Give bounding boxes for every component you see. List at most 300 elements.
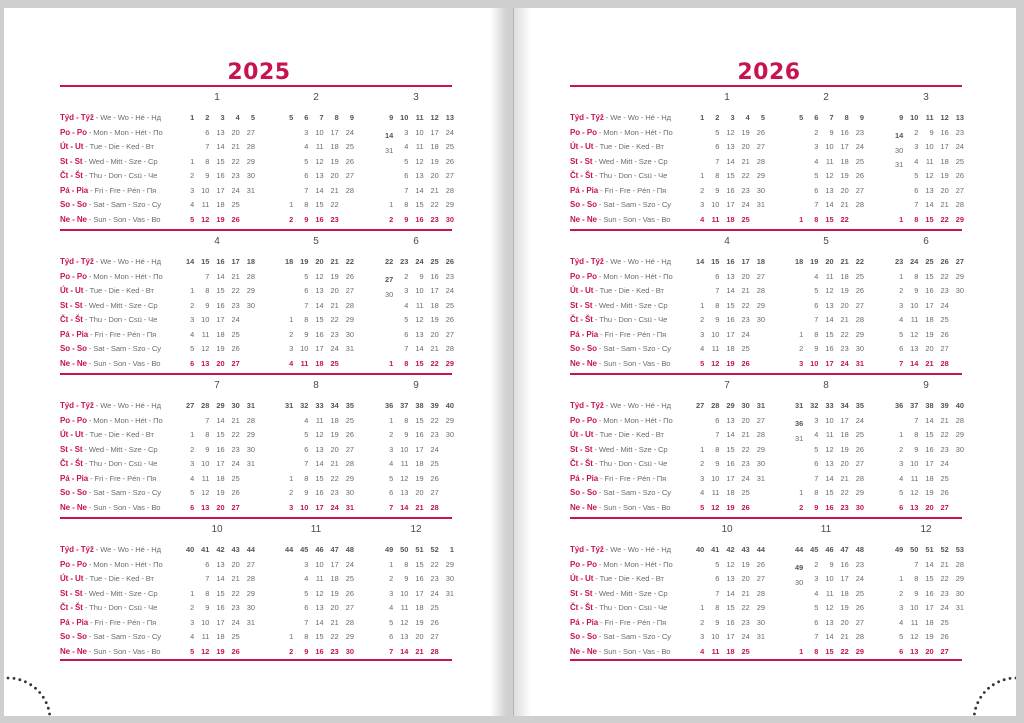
month-number: 5 — [823, 236, 829, 247]
day-cell: 7 — [899, 358, 904, 368]
week-number: 18 — [756, 257, 765, 266]
week-number: 40 — [955, 401, 964, 410]
week-number: 3 — [220, 113, 225, 122]
weekday-label-translations: - Tue - Die - Ked - Вт — [83, 286, 154, 295]
day-cell: 17 — [415, 444, 424, 454]
day-cell: 20 — [231, 127, 240, 137]
day-cell: 20 — [330, 286, 339, 295]
day-cell: 26 — [345, 271, 354, 281]
week-number-row — [689, 111, 765, 126]
day-cell: 20 — [741, 271, 750, 281]
week-number: 22 — [384, 257, 394, 266]
day-cell: 11 — [910, 315, 919, 324]
day-cell: 24 — [741, 473, 750, 483]
week-number: 43 — [741, 545, 750, 554]
weekday-label — [570, 501, 690, 516]
day-row — [378, 284, 454, 299]
quarter-block — [570, 85, 962, 233]
day-cell: 21 — [415, 502, 424, 512]
day-cell: 30 — [894, 145, 904, 155]
week-number: 37 — [910, 401, 919, 410]
day-cell: 29 — [345, 473, 354, 483]
day-row — [179, 126, 255, 141]
day-cell: 2 — [404, 271, 409, 281]
day-cell: 27 — [940, 646, 949, 656]
weekday-label-cz: Po - Po — [570, 271, 597, 281]
sunday-row — [689, 357, 765, 372]
day-cell: 6 — [304, 171, 309, 180]
day-cell: 10 — [315, 559, 324, 569]
day-cell: 25 — [741, 214, 750, 224]
quarter-block — [570, 229, 962, 377]
day-cell: 7 — [814, 473, 819, 483]
week-number: 52 — [940, 545, 949, 554]
day-cell: 25 — [445, 142, 454, 151]
weekday-label — [60, 616, 180, 631]
day-cell: 25 — [940, 617, 949, 627]
day-cell: 18 — [726, 214, 735, 224]
sunday-row — [788, 501, 864, 516]
week-number: 32 — [810, 401, 819, 410]
weekday-label-translations: - Fri - Fre - Pén - Пя — [598, 473, 667, 483]
day-cell: 24 — [445, 286, 454, 295]
weekday-label-cz: Pá - Pia — [570, 617, 599, 627]
day-cell: 9 — [205, 603, 210, 612]
day-cell: 16 — [430, 271, 439, 281]
day-cell: 17 — [315, 344, 324, 353]
day-cell: 21 — [840, 200, 849, 209]
month-number: 2 — [313, 92, 319, 103]
day-cell: 4 — [190, 200, 195, 209]
day-cell: 27 — [756, 142, 765, 151]
weekday-label-cz: Po - Po — [570, 127, 597, 137]
day-row — [278, 126, 354, 141]
day-cell: 10 — [825, 415, 834, 425]
day-cell: 28 — [430, 646, 439, 656]
day-cell: 17 — [726, 329, 735, 339]
day-row — [689, 313, 765, 328]
weekday-labels — [60, 543, 180, 659]
day-cell: 31 — [794, 433, 804, 443]
day-cell: 3 — [289, 344, 294, 353]
week-number-row — [378, 543, 454, 558]
day-cell: 24 — [430, 588, 439, 598]
week-number: 28 — [201, 401, 210, 410]
day-cell: 15 — [315, 632, 324, 641]
day-row — [378, 299, 454, 314]
day-cell: 4 — [190, 632, 195, 641]
decoration-dot — [976, 701, 979, 704]
sunday-row — [179, 357, 255, 372]
weekday-label — [570, 645, 690, 660]
week-number: 13 — [445, 113, 454, 122]
day-cell: 3 — [190, 315, 195, 324]
day-row — [689, 414, 765, 429]
week-number: 15 — [711, 257, 720, 266]
day-cell: 31 — [756, 200, 765, 209]
day-cell: 3 — [799, 358, 804, 368]
day-cell: 19 — [330, 156, 339, 166]
month-grid — [278, 111, 354, 227]
weekday-label — [60, 126, 180, 141]
day-cell: 22 — [231, 156, 240, 166]
day-cell: 8 — [715, 171, 720, 180]
day-row — [888, 601, 964, 616]
day-cell: 4 — [700, 214, 705, 224]
day-cell: 28 — [345, 300, 354, 310]
month-grid — [179, 543, 255, 659]
day-row — [689, 457, 765, 472]
day-row — [888, 270, 964, 285]
day-cell: 23 — [741, 617, 750, 627]
day-cell: 20 — [741, 415, 750, 425]
day-cell: 24 — [231, 459, 240, 468]
day-row — [888, 299, 964, 314]
day-row — [179, 328, 255, 343]
weekday-label-translations: - Wed - Mitt - Sze - Ср — [82, 444, 158, 454]
day-cell: 23 — [330, 214, 339, 224]
weekday-label-translations: - Sat - Sam - Szo - Су — [86, 488, 161, 497]
day-cell: 13 — [201, 358, 210, 368]
week-number: 18 — [284, 257, 294, 266]
day-cell: 16 — [216, 171, 225, 180]
day-cell: 23 — [955, 127, 964, 137]
day-row — [689, 328, 765, 343]
weekday-label-cz: So - So — [60, 632, 87, 641]
weekday-label-translations: - Tue - Die - Ked - Вт — [83, 574, 154, 583]
day-cell: 4 — [700, 488, 705, 497]
day-cell: 10 — [415, 127, 424, 137]
week-number: 40 — [695, 545, 705, 554]
weekday-label-cz: St - St — [570, 444, 593, 454]
month-grid — [689, 399, 765, 515]
month-number: 4 — [724, 236, 730, 247]
day-cell: 27 — [345, 444, 354, 454]
sunday-row — [689, 213, 765, 228]
day-cell: 15 — [825, 488, 834, 497]
sunday-row — [378, 501, 454, 516]
day-row — [278, 140, 354, 155]
day-cell: 24 — [231, 617, 240, 627]
day-cell: 13 — [400, 488, 409, 497]
day-cell: 7 — [404, 185, 409, 195]
week-number: 5 — [250, 113, 255, 122]
day-cell: 17 — [726, 632, 735, 641]
week-number: 14 — [695, 257, 705, 266]
day-cell: 1 — [190, 588, 195, 598]
day-cell: 7 — [914, 415, 919, 425]
day-cell: 28 — [756, 286, 765, 295]
day-cell: 18 — [415, 459, 424, 468]
day-cell: 18 — [330, 574, 339, 583]
week-number: 7 — [829, 113, 834, 122]
day-cell: 16 — [825, 502, 834, 512]
day-cell: 8 — [404, 559, 409, 569]
day-cell: 13 — [825, 185, 834, 195]
day-cell: 10 — [711, 200, 720, 209]
week-number: 27 — [955, 257, 964, 266]
day-cell: 28 — [445, 344, 454, 353]
day-cell: 12 — [201, 344, 210, 353]
day-cell: 24 — [855, 142, 864, 151]
day-cell: 11 — [825, 430, 834, 439]
day-cell: 1 — [700, 603, 705, 612]
day-cell: 4 — [814, 588, 819, 598]
week-number: 46 — [825, 545, 834, 554]
weekday-label — [60, 270, 180, 285]
sunday-row — [888, 357, 964, 372]
weekday-label-cz: Týd - Týž — [60, 113, 94, 122]
sunday-row — [788, 213, 864, 228]
day-cell: 3 — [289, 502, 294, 512]
day-cell: 2 — [899, 444, 904, 454]
day-cell: 30 — [246, 300, 255, 310]
day-cell: 15 — [925, 574, 934, 583]
weekday-label-translations: - Mon - Mon - Hét - По — [86, 559, 163, 569]
day-cell: 2 — [389, 574, 394, 583]
weekday-label-translations: - Wed - Mitt - Sze - Ср — [82, 156, 158, 166]
day-cell: 6 — [715, 415, 720, 425]
day-cell: 25 — [855, 271, 864, 281]
weekday-label — [570, 169, 690, 184]
weekday-labels — [570, 399, 690, 515]
day-cell: 9 — [715, 459, 720, 468]
day-row — [278, 572, 354, 587]
day-cell: 5 — [304, 271, 309, 281]
day-cell: 4 — [814, 271, 819, 281]
week-number: 4 — [745, 113, 750, 122]
day-cell: 14 — [315, 185, 324, 195]
day-cell: 27 — [445, 171, 454, 180]
day-row — [689, 155, 765, 170]
week-number: 29 — [726, 401, 735, 410]
weekday-label-cz: Čt - Št — [570, 459, 593, 468]
day-cell: 16 — [940, 127, 949, 137]
day-row — [888, 558, 964, 573]
day-cell: 25 — [741, 488, 750, 497]
year-title: 2025 — [227, 60, 291, 85]
month-number: 12 — [920, 524, 932, 535]
day-cell: 10 — [910, 459, 919, 468]
day-cell: 31 — [894, 160, 904, 169]
day-cell: 11 — [825, 271, 834, 281]
week-number-row — [888, 543, 964, 558]
day-cell: 17 — [430, 286, 439, 295]
day-row — [378, 184, 454, 199]
weekday-label-translations: - We - Wo - Hé - Нд — [93, 545, 161, 554]
day-cell: 30 — [246, 444, 255, 454]
weekday-label-translations: - Sat - Sam - Szo - Су — [86, 200, 161, 209]
day-cell: 25 — [345, 142, 354, 151]
day-cell: 2 — [289, 488, 294, 497]
day-row — [278, 428, 354, 443]
weekday-label — [60, 587, 180, 602]
day-row — [278, 443, 354, 458]
weekday-label — [570, 457, 690, 472]
day-cell: 7 — [205, 271, 210, 281]
day-cell: 25 — [345, 415, 354, 425]
day-cell: 10 — [201, 459, 210, 468]
day-cell: 20 — [925, 646, 934, 656]
month-grid — [378, 255, 454, 371]
day-row — [888, 198, 964, 213]
day-row — [179, 457, 255, 472]
day-cell: 10 — [400, 444, 409, 454]
day-row — [378, 486, 454, 501]
day-cell: 14 — [925, 559, 934, 569]
week-number: 50 — [910, 545, 919, 554]
day-row — [179, 443, 255, 458]
weekday-label-translations: - Sun - Son - Vas - Во — [86, 214, 161, 224]
day-cell: 19 — [415, 617, 424, 627]
day-cell: 14 — [825, 473, 834, 483]
day-cell: 16 — [726, 459, 735, 468]
weekday-label-cz: So - So — [570, 632, 597, 641]
weekday-label-translations: - Tue - Die - Ked - Вт — [593, 430, 664, 439]
day-cell: 17 — [415, 588, 424, 598]
month-number: 9 — [923, 380, 929, 391]
day-cell: 27 — [940, 502, 949, 512]
weekday-label-translations: - Thu - Don - Csü - Че — [82, 315, 158, 324]
day-cell: 17 — [925, 459, 934, 468]
day-cell: 30 — [855, 344, 864, 353]
weekday-label-cz: Čt - Št — [60, 171, 83, 180]
day-row — [278, 299, 354, 314]
week-number: 6 — [814, 113, 819, 122]
day-cell: 15 — [216, 588, 225, 598]
day-cell: 18 — [726, 646, 735, 656]
weekday-label — [60, 645, 180, 660]
week-number: 37 — [400, 401, 409, 410]
day-cell: 12 — [711, 502, 720, 512]
day-cell: 20 — [430, 329, 439, 339]
day-row — [888, 169, 964, 184]
day-cell: 9 — [715, 185, 720, 195]
weekday-label — [570, 601, 690, 616]
weekday-label — [570, 140, 690, 155]
week-number: 12 — [430, 113, 439, 122]
day-cell: 11 — [400, 603, 409, 612]
day-cell: 8 — [304, 200, 309, 209]
day-cell: 12 — [825, 603, 834, 612]
day-cell: 17 — [825, 358, 834, 368]
weekday-label-cz: So - So — [570, 200, 597, 209]
weekday-label-cz: Týd - Týž — [60, 257, 94, 266]
week-number: 27 — [695, 401, 705, 410]
day-cell: 31 — [756, 473, 765, 483]
day-row — [788, 472, 864, 487]
day-row — [378, 587, 454, 602]
weekday-label-cz: Út - Ut — [60, 142, 84, 151]
weekday-label-cz: Pá - Pia — [570, 329, 599, 339]
weekday-label — [60, 558, 180, 573]
week-number: 5 — [289, 113, 294, 122]
day-row — [888, 457, 964, 472]
day-cell: 1 — [700, 444, 705, 454]
day-cell: 1 — [799, 214, 804, 224]
page-gutter-shadow — [490, 8, 506, 716]
day-cell: 5 — [389, 617, 394, 627]
day-cell: 25 — [345, 574, 354, 583]
day-cell: 29 — [955, 214, 964, 224]
day-cell: 6 — [190, 358, 195, 368]
day-cell: 5 — [700, 502, 705, 512]
weekday-label — [570, 357, 690, 372]
weekday-label — [570, 428, 690, 443]
day-cell: 20 — [940, 185, 949, 195]
corner-dots-decoration — [4, 658, 64, 716]
weekday-label-translations: - We - Wo - Hé - Нд — [603, 401, 671, 410]
day-cell: 23 — [231, 300, 240, 310]
day-cell: 6 — [304, 603, 309, 612]
day-cell: 19 — [330, 271, 339, 281]
day-cell: 10 — [415, 286, 424, 295]
day-row — [689, 126, 765, 141]
day-cell: 14 — [415, 185, 424, 195]
day-cell: 28 — [246, 415, 255, 425]
day-cell: 9 — [715, 617, 720, 627]
day-cell: 7 — [389, 646, 394, 656]
day-cell: 19 — [216, 344, 225, 353]
month-grid — [788, 255, 864, 371]
weekday-label — [60, 630, 180, 645]
day-cell: 3 — [700, 632, 705, 641]
week-number: 7 — [319, 113, 324, 122]
day-cell: 23 — [940, 588, 949, 598]
day-cell: 28 — [345, 617, 354, 627]
day-row — [689, 184, 765, 199]
day-row — [888, 443, 964, 458]
day-row — [689, 601, 765, 616]
day-cell: 25 — [855, 588, 864, 598]
day-cell: 28 — [855, 315, 864, 324]
day-cell: 30 — [955, 588, 964, 598]
left-page — [4, 8, 507, 716]
day-cell: 13 — [216, 127, 225, 137]
week-number-row — [179, 399, 255, 414]
day-cell: 21 — [741, 430, 750, 439]
sunday-row — [378, 357, 454, 372]
week-number: 36 — [894, 401, 904, 410]
day-cell: 10 — [711, 329, 720, 339]
day-cell: 22 — [330, 473, 339, 483]
weekday-label-translations: - Sun - Son - Vas - Во — [596, 646, 671, 656]
day-row — [278, 270, 354, 285]
day-cell: 18 — [925, 617, 934, 627]
weekday-label — [570, 399, 690, 414]
weekday-label-translations: - Tue - Die - Ked - Вт — [593, 286, 664, 295]
day-cell: 18 — [726, 344, 735, 353]
day-cell: 13 — [216, 559, 225, 569]
day-row — [689, 428, 765, 443]
day-cell: 18 — [216, 632, 225, 641]
sunday-row — [278, 645, 354, 660]
month-number: 7 — [214, 380, 220, 391]
weekday-label-cz: St - St — [60, 156, 83, 166]
day-cell: 16 — [216, 603, 225, 612]
day-cell: 9 — [929, 127, 934, 137]
weekday-label — [60, 357, 180, 372]
weekday-label-translations: - Sun - Son - Vas - Во — [596, 358, 671, 368]
day-cell: 30 — [384, 289, 394, 299]
weekday-label-translations: - Tue - Die - Ked - Вт — [593, 142, 664, 151]
weekday-label-translations: - Fri - Fre - Pén - Пя — [88, 617, 157, 627]
month-number: 6 — [413, 236, 419, 247]
sunday-row — [179, 501, 255, 516]
day-cell: 8 — [304, 315, 309, 324]
day-cell: 11 — [415, 300, 424, 310]
day-cell: 6 — [899, 646, 904, 656]
